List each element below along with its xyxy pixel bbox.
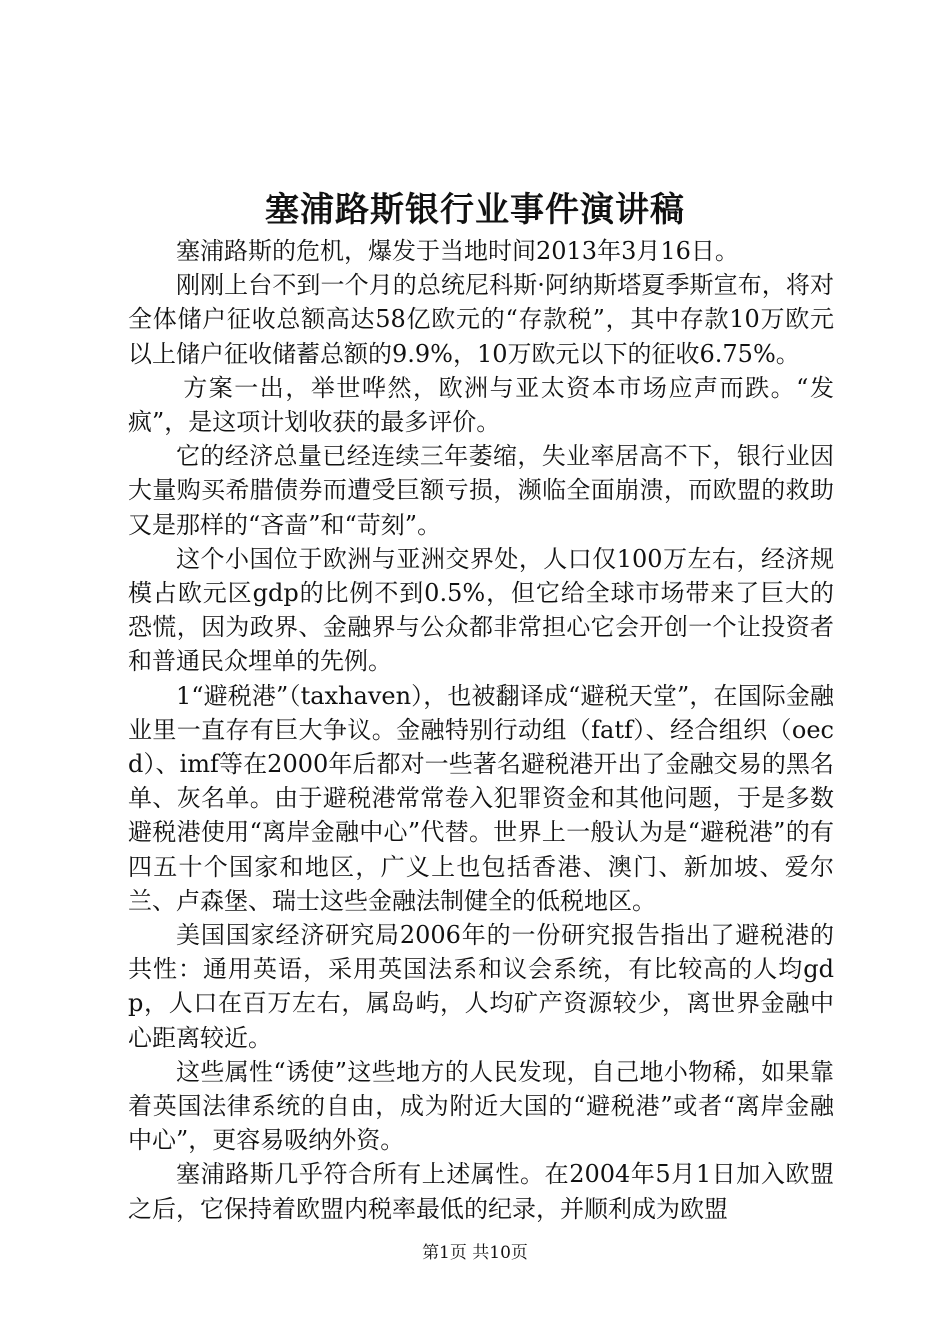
paragraph: 美国国家经济研究局2006年的一份研究报告指出了避税港的共性：通用英语，采用英国法系和议会系统，有比较高的人均gdp，人口在百万左右，属岛屿，人均矿产资源较少，离世界金融中心距离较近。	[128, 921, 834, 1052]
paragraph: 刚刚上台不到一个月的总统尼科斯·阿纳斯塔夏季斯宣布，将对全体储户征收总额高达58亿欧元的“存款税”，其中存款10万欧元以上储户征收储蓄总额的9.9%，10万欧元以下的征收6.75%。	[128, 271, 834, 368]
document-body	[128, 234, 834, 1226]
paragraph: 塞浦路斯的危机，爆发于当地时间2013年3月16日。	[176, 237, 739, 265]
paragraph: 塞浦路斯几乎符合所有上述属性。在2004年5月1日加入欧盟之后，它保持着欧盟内税率最低的纪录，并顺利成为欧盟	[128, 1160, 834, 1223]
paragraph: 它的经济总量已经连续三年萎缩，失业率居高不下，银行业因大量购买希腊债券而遭受巨额亏损，濒临全面崩溃，而欧盟的救助又是那样的“吝啬”和“苛刻”。	[128, 442, 834, 539]
paragraph: 1“避税港”（taxhaven），也被翻译成“避税天堂”，在国际金融业里一直存有巨大争议。金融特别行动组（fatf）、经合组织（oecd）、imf等在2000年后都对一些著名避税港开出了金融交易的黑名单、灰名单。由于避税港常常卷入犯罪资金和其他问题，于是多数避税港使用“离岸金融中心”代替。世界上一般认为是“避税港”的有四五十个国家和地区，广义上也包括香港、澳门、新加坡、爱尔兰、卢森堡、瑞士这些金融法制健全的低税地区。	[128, 681, 834, 915]
document-title: 塞浦路斯银行业事件演讲稿	[265, 190, 685, 230]
paragraph: 这个小国位于欧洲与亚洲交界处，人口仅100万左右，经济规模占欧元区gdp的比例不到0.5%，但它给全球市场带来了巨大的恐慌，因为政界、金融界与公众都非常担心它会开创一个让投资者和普通民众埋单的先例。	[128, 544, 834, 676]
paragraph: 这些属性“诱使”这些地方的人民发现，自己地小物稀，如果靠着英国法律系统的自由，成为附近大国的“避税港”或者“离岸金融中心”，更容易吸纳外资。	[128, 1057, 834, 1155]
paragraph: 方案一出，举世哗然，欧洲与亚太资本市场应声而跌。“发疯”，是这项计划收获的最多评价。	[128, 373, 834, 437]
page-number-footer: 第1页 共10页	[422, 1243, 528, 1263]
